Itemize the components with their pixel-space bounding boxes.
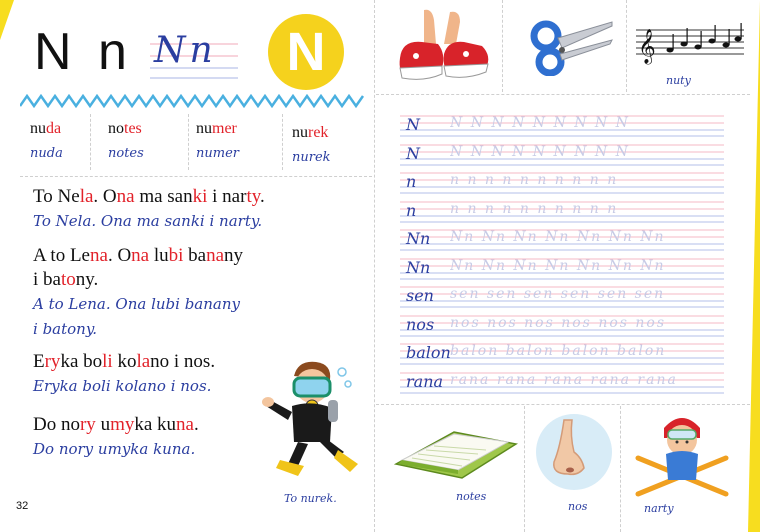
syllable: lu: [149, 245, 169, 266]
practice-model: Nn: [406, 257, 431, 277]
practice-row: [400, 110, 724, 139]
syllable: .: [193, 414, 199, 435]
page-divider: [374, 0, 375, 532]
practice-trace: Nn Nn Nn Nn Nn Nn Nn: [450, 229, 666, 245]
caption-notes: notes: [456, 490, 487, 503]
script-word: notes: [108, 146, 144, 161]
script-sentence: Do nory umyka kuna.: [33, 440, 196, 458]
svg-text:𝄞: 𝄞: [638, 29, 656, 64]
print-sentence: [33, 244, 373, 268]
practice-model: balon: [406, 343, 451, 362]
divider: [626, 0, 627, 92]
syllable: i nar: [207, 186, 247, 207]
syllable: ma san: [134, 186, 193, 207]
practice-row: [400, 139, 724, 168]
highlighted-syllable: ki: [192, 186, 208, 207]
vocab-word: [98, 108, 188, 174]
script-sentence: Eryka boli kolano i nos.: [33, 377, 212, 395]
caption-nos: nos: [568, 500, 588, 513]
practice-row: [400, 310, 724, 339]
practice-trace: Nn Nn Nn Nn Nn Nn Nn: [450, 257, 666, 274]
practice-trace: n n n n n n n n n n: [450, 200, 619, 217]
practice-model: n: [406, 172, 417, 191]
divider: [524, 406, 525, 532]
practice-trace: n n n n n n n n n n: [450, 172, 619, 188]
syllable: ba: [183, 245, 207, 266]
divider: [90, 114, 91, 170]
highlighted-syllable: ry: [44, 351, 61, 372]
practice-row: [400, 253, 724, 282]
syllable: . O: [107, 245, 132, 266]
handwriting-practice: [400, 110, 724, 395]
highlighted-syllable: na: [206, 245, 225, 266]
practice-trace: balon balon balon balon: [450, 343, 667, 359]
syllable: Do no: [33, 414, 80, 435]
syllable: ka bo: [60, 351, 103, 372]
practice-model: N: [406, 143, 420, 163]
highlighted-syllable: ry: [79, 414, 96, 435]
highlighted-syllable: my: [110, 414, 135, 435]
syllable: .: [260, 186, 265, 207]
print-word: notes: [108, 120, 142, 137]
print-word: nuda: [30, 120, 62, 137]
diver-illustration: [258, 356, 364, 478]
skier-illustration: [632, 410, 732, 502]
caption-diver: To nurek.: [284, 492, 337, 505]
script-word: nurek: [292, 150, 331, 165]
script-word: numer: [196, 146, 239, 161]
highlighted-syllable: na: [176, 414, 194, 435]
syllable: i ba: [33, 269, 61, 290]
script-sentence: A to Lena. Ona lubi banany: [33, 295, 240, 313]
practice-trace: N N N N N N N N N: [450, 143, 630, 160]
letter-circle-badge: N: [268, 14, 344, 90]
reading-paragraph: [33, 185, 373, 234]
syllable: A to Le: [33, 245, 90, 266]
practice-row: [400, 367, 724, 396]
script-sentence: To Nela. Ona ma sanki i narty.: [33, 212, 263, 230]
caption-nuty: nuty: [666, 74, 691, 87]
practice-row: [400, 338, 724, 367]
divider: [620, 406, 621, 532]
practice-model: N: [406, 115, 420, 134]
script-letter-heading: Nn: [154, 30, 217, 71]
print-sentence: [33, 268, 373, 292]
highlighted-syllable: la: [79, 186, 94, 207]
vocabulary-row: [20, 108, 372, 174]
script-word: nuda: [30, 146, 63, 161]
script-sentence: i batony.: [33, 320, 98, 338]
reading-paragraph: [33, 244, 373, 342]
practice-row: [400, 281, 724, 310]
practice-trace: nos nos nos nos nos nos: [450, 314, 667, 331]
highlighted-syllable: li: [102, 351, 113, 372]
nose-illustration: [534, 412, 614, 492]
practice-model: n: [406, 200, 417, 220]
practice-trace: rana rana rana rana rana: [450, 371, 678, 388]
syllable: u: [95, 414, 111, 435]
practice-row: [400, 196, 724, 225]
practice-row: [400, 224, 724, 253]
music-notes-illustration: [636, 20, 746, 66]
notebook-illustration: [392, 420, 520, 486]
highlighted-syllable: la: [136, 351, 151, 372]
syllable: ka ku: [134, 414, 177, 435]
syllable: ny: [224, 245, 244, 266]
practice-trace: N N N N N N N N N: [450, 115, 630, 131]
corner-decoration-right: [746, 0, 760, 532]
caption-narty: narty: [644, 502, 674, 515]
divider: [376, 94, 750, 95]
practice-model: rana: [406, 371, 444, 391]
vocab-word: [186, 108, 286, 174]
divider: [502, 0, 503, 92]
highlighted-syllable: na: [116, 186, 135, 207]
highlighted-syllable: na: [131, 245, 150, 266]
page-number: 32: [16, 500, 29, 512]
syllable: E: [33, 351, 45, 372]
corner-decoration-left: [0, 0, 14, 40]
highlighted-syllable: bi: [168, 245, 184, 266]
practice-model: sen: [406, 286, 434, 305]
vocab-word: [282, 108, 372, 174]
practice-row: [400, 167, 724, 196]
letter-heading: N n: [34, 23, 133, 81]
syllable: ko: [112, 351, 137, 372]
syllable: To Ne: [33, 186, 80, 207]
highlighted-syllable: ty: [246, 186, 260, 207]
highlighted-syllable: na: [90, 245, 108, 266]
divider: [20, 176, 372, 177]
syllable: ny.: [75, 269, 99, 290]
print-word: nurek: [292, 124, 329, 141]
practice-model: Nn: [406, 229, 431, 248]
print-word: numer: [196, 120, 237, 137]
practice-trace: sen sen sen sen sen sen: [450, 286, 666, 302]
practice-model: nos: [406, 314, 435, 334]
syllable: no i nos.: [150, 351, 216, 372]
zigzag-divider: [20, 94, 366, 108]
scissors-illustration: [528, 14, 614, 76]
print-sentence: [33, 185, 373, 209]
syllable: . O: [93, 186, 117, 207]
sneakers-illustration: [394, 6, 494, 86]
divider: [376, 404, 750, 405]
highlighted-syllable: to: [60, 269, 76, 290]
